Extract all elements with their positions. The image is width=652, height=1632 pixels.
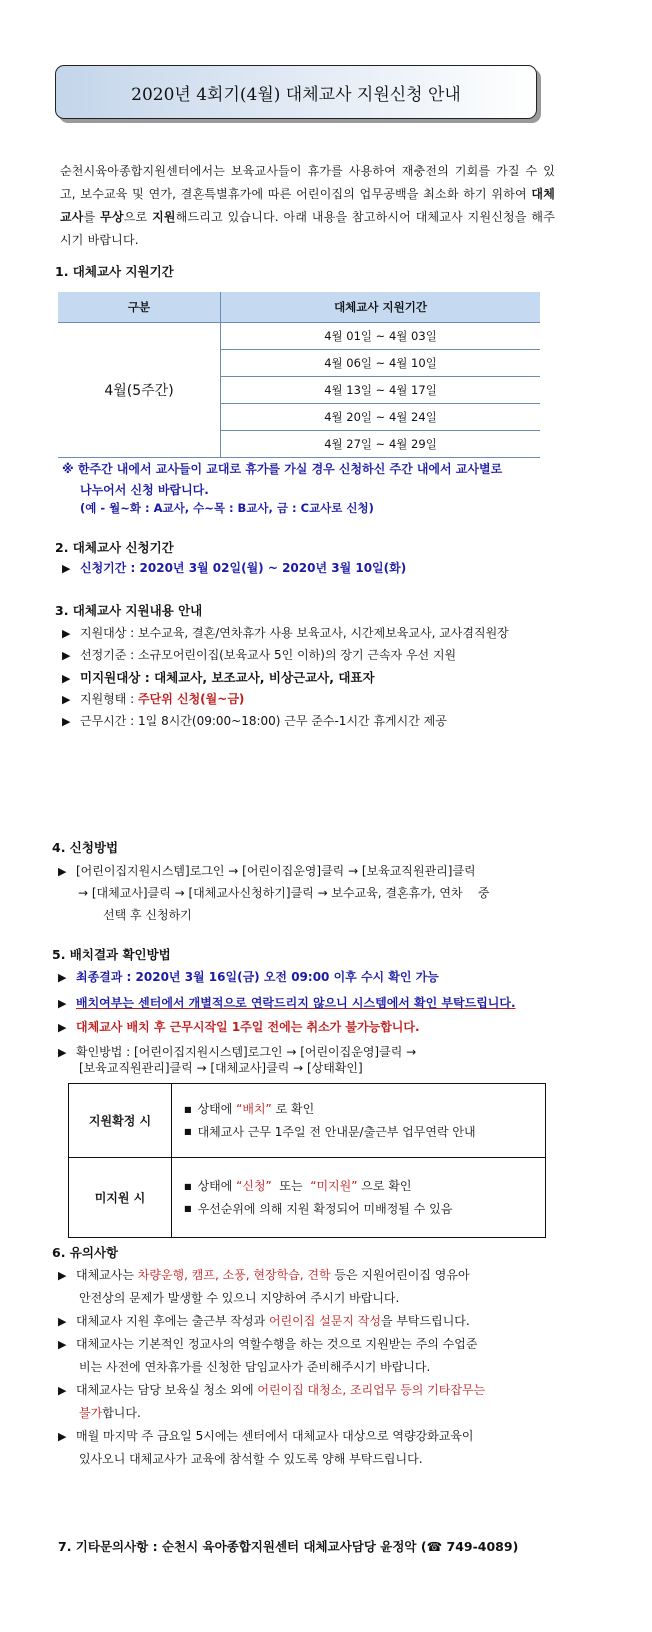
desc-highlight: “미지원” <box>310 1179 358 1193</box>
list-item <box>58 1335 558 1352</box>
period-cell: 4월 01일 ~ 4월 03일 <box>221 323 541 350</box>
triangle-bullet-icon: ▶ <box>58 971 67 984</box>
status-desc <box>172 1084 546 1158</box>
status-table <box>68 1083 546 1238</box>
triangle-bullet-icon: ▶ <box>58 1338 67 1351</box>
desc-text: 으로 확인 <box>357 1179 412 1193</box>
item-text: 지원형태 : <box>80 692 139 706</box>
desc-text: 상태에 <box>197 1102 237 1116</box>
intro-text: 순천시육아종합지원센터에서는 보육교사들이 휴가를 사용하여 재충전의 기회를 가질 수 있고, 보수교육 및 연가, 결혼특별휴가에 따른 어린이집의 업무공백을 최소화 하기 위하여 <box>60 164 555 201</box>
section-3-heading: 3. 대체교사 지원내용 안내 <box>55 603 203 618</box>
intro-paragraph <box>60 160 555 252</box>
item-text: 확인방법 : [어린이집지원시스템]로그인 → [어린이집운영]클릭 → <box>76 1045 417 1059</box>
triangle-bullet-icon: ▶ <box>58 1315 67 1328</box>
month-cell: 4월(5주간) <box>58 323 221 458</box>
item-text: 대체교사는 기본적인 정교사의 역할수행을 하는 것으로 지원받는 주의 수업준 <box>76 1337 478 1351</box>
item-highlight: 차량운행, 캠프, 소풍, 현장학습, 견학 <box>137 1268 331 1282</box>
intro-text: 으로 <box>123 210 153 224</box>
section-5-heading: 5. 배치결과 확인방법 <box>52 947 171 962</box>
item-continuation <box>79 1404 141 1421</box>
item-continuation: 안전상의 문제가 발생할 수 있으니 지양하여 주시기 바랍니다. <box>79 1291 400 1305</box>
item-text: 매월 마지막 주 금요일 5시에는 센터에서 대체교사 대상으로 역량강화교육이 <box>76 1429 474 1443</box>
list-item <box>58 994 558 1011</box>
list-item <box>58 1427 558 1444</box>
desc-text: 대체교사 근무 1주일 전 안내문/출근부 업무연락 안내 <box>197 1124 476 1139</box>
period-cell: 4월 27일 ~ 4월 29일 <box>221 431 541 458</box>
item-text: 배치여부는 센터에서 개별적으로 연락드리지 않으니 시스템에서 확인 부탁드립니다. <box>76 996 516 1010</box>
square-bullet-icon: ■ <box>184 1204 192 1213</box>
item-text: [어린이집지원시스템]로그인 → [어린이집운영]클릭 → [보육교직원관리]클릭 <box>76 864 476 878</box>
desc-line <box>184 1098 544 1121</box>
square-bullet-icon: ■ <box>184 1127 192 1136</box>
section-1-heading: 1. 대체교사 지원기간 <box>55 264 174 279</box>
title-text: 2020년 4회기(4월) 대체교사 지원신청 안내 <box>131 84 461 105</box>
desc-text: 상태에 <box>197 1179 237 1193</box>
square-bullet-icon: ■ <box>184 1181 192 1191</box>
item-continuation: [보육교직원관리]클릭 → [대체교사]클릭 → [상태확인] <box>79 1061 363 1075</box>
triangle-bullet-icon: ▶ <box>62 649 71 662</box>
triangle-bullet-icon: ▶ <box>58 1384 67 1397</box>
list-item <box>62 624 562 641</box>
triangle-bullet-icon: ▶ <box>58 1430 67 1443</box>
desc-line <box>184 1121 544 1144</box>
list-item <box>58 1043 558 1060</box>
period-cell: 4월 13일 ~ 4월 17일 <box>221 377 541 404</box>
intro-bold: 지원 <box>152 210 176 224</box>
triangle-bullet-icon: ▶ <box>62 627 71 640</box>
status-key: 지원확정 시 <box>69 1084 172 1158</box>
desc-highlight: “신청” <box>236 1179 272 1193</box>
item-continuation: 선택 후 신청하기 <box>103 908 192 922</box>
status-key: 미지원 시 <box>69 1158 172 1238</box>
item-highlight: 어린이집 설문지 작성 <box>268 1314 381 1328</box>
item-text: 선정기준 : 소규모어린이집(보육교사 5인 이하)의 장기 근속자 우선 지원 <box>80 648 457 662</box>
item-text: 대체교사는 담당 보육실 청소 외에 <box>76 1383 258 1397</box>
note-line: ※ 한주간 내에서 교사들이 교대로 휴가를 가실 경우 신청하신 주간 내에서 교사별로 <box>62 462 503 476</box>
list-item <box>62 559 562 576</box>
period-cell: 4월 20일 ~ 4월 24일 <box>221 404 541 431</box>
intro-bold: 대체교사 <box>60 187 555 224</box>
item-text: 합니다. <box>102 1406 141 1420</box>
item-text: 근무시간 : 1일 8시간(09:00~18:00) 근무 준수-1시간 휴게시간 제공 <box>80 714 447 728</box>
triangle-bullet-icon: ▶ <box>58 1021 67 1034</box>
triangle-bullet-icon: ▶ <box>58 1046 67 1059</box>
list-item <box>58 862 558 879</box>
period-cell: 4월 06일 ~ 4월 10일 <box>221 350 541 377</box>
list-item <box>62 712 562 729</box>
list-item <box>62 668 562 686</box>
list-item <box>62 690 562 707</box>
intro-bold: 무상 <box>100 210 124 224</box>
list-item <box>58 1381 558 1398</box>
triangle-bullet-icon: ▶ <box>58 865 67 878</box>
desc-line <box>184 1198 544 1221</box>
item-text: 미지원대상 : 대체교사, 보조교사, 비상근교사, 대표자 <box>80 670 375 685</box>
col-header: 대체교사 지원기간 <box>221 292 541 323</box>
desc-text: 우선순위에 의해 지원 확정되어 미배정될 수 있음 <box>197 1201 453 1216</box>
item-text: 을 부탁드립니다. <box>380 1314 470 1328</box>
desc-text: 또는 <box>271 1179 311 1193</box>
item-text: 신청기간 : 2020년 3월 02일(월) ~ 2020년 3월 10일(화) <box>80 561 407 575</box>
list-item <box>58 1018 558 1035</box>
section-2-heading: 2. 대체교사 신청기간 <box>55 540 174 555</box>
triangle-bullet-icon: ▶ <box>58 1269 67 1282</box>
intro-text: 해드리고 있습니다. 아래 내용을 참고하시어 대체교사 지원신청을 해주시기 바랍니다. <box>60 210 555 247</box>
item-continuation: 비는 사전에 연차휴가를 신청한 담임교사가 준비해주시기 바랍니다. <box>79 1360 431 1374</box>
item-text: 대체교사 지원 후에는 출근부 작성과 <box>76 1314 269 1328</box>
item-text: 최종결과 : 2020년 3월 16일(금) 오전 09:00 이후 수시 확인 가능 <box>76 970 439 984</box>
item-continuation: 있사오니 대체교사가 교육에 참석할 수 있도록 양해 부탁드립니다. <box>79 1452 423 1466</box>
desc-line <box>184 1175 544 1198</box>
triangle-bullet-icon: ▶ <box>62 715 71 728</box>
desc-text: 로 확인 <box>271 1102 315 1116</box>
desc-highlight: “배치” <box>236 1102 272 1116</box>
page-title <box>55 65 537 119</box>
item-highlight: 주단위 신청(월~금) <box>138 692 245 706</box>
section-6-heading: 6. 유의사항 <box>52 1245 119 1260</box>
item-text: 등은 지원어린이집 영유아 <box>330 1268 470 1282</box>
list-item <box>58 1266 558 1283</box>
list-item <box>58 968 558 985</box>
list-item <box>62 646 562 663</box>
square-bullet-icon: ■ <box>184 1104 192 1114</box>
triangle-bullet-icon: ▶ <box>62 693 71 706</box>
item-highlight: 어린이집 대청소, 조리업무 등의 기타잡무는 <box>257 1383 486 1397</box>
section-4-heading: 4. 신청방법 <box>52 840 119 855</box>
status-desc <box>172 1158 546 1238</box>
item-text: 대체교사는 <box>76 1268 138 1282</box>
triangle-bullet-icon: ▶ <box>62 562 71 575</box>
contact-line: 7. 기타문의사항 : 순천시 육아종합지원센터 대체교사담당 윤정악 (☎ 749-4089) <box>58 1539 519 1554</box>
support-period-table <box>58 292 540 458</box>
triangle-bullet-icon: ▶ <box>62 672 71 685</box>
intro-text: 를 <box>83 210 101 224</box>
col-header: 구분 <box>58 292 221 323</box>
note-line: 나누어서 신청 바랍니다. <box>80 483 209 497</box>
item-highlight: 불가 <box>79 1406 103 1420</box>
triangle-bullet-icon: ▶ <box>58 997 67 1010</box>
list-item <box>58 1312 558 1329</box>
item-continuation: → [대체교사]클릭 → [대체교사신청하기]클릭 → 보수교육, 결혼휴가, 연차 중 <box>78 886 490 900</box>
item-text: 지원대상 : 보수교육, 결혼/연차휴가 사용 보육교사, 시간제보육교사, 교사겸직원장 <box>80 626 509 640</box>
item-text: 대체교사 배치 후 근무시작일 1주일 전에는 취소가 불가능합니다. <box>76 1020 420 1034</box>
note-line: (예 - 월~화 : A교사, 수~목 : B교사, 금 : C교사로 신청) <box>80 501 374 515</box>
